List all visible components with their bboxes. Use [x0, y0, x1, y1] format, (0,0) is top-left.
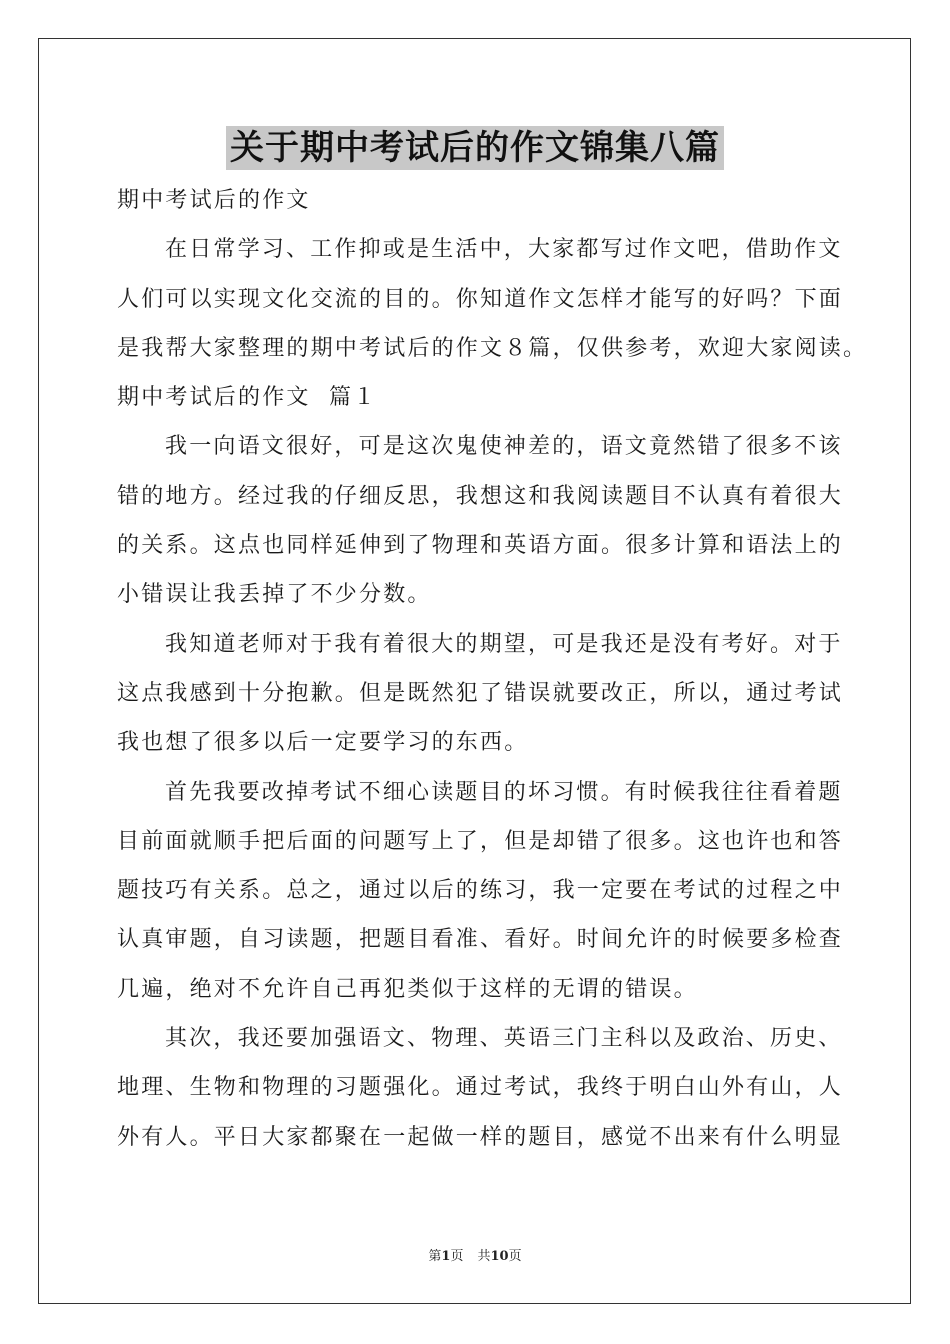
paragraph-line: 错的地方。经过我的仔细反思，我想这和我阅读题目不认真有着很大	[117, 483, 844, 509]
paragraph-line: 其次，我还要加强语文、物理、英语三门主科以及政治、历史、	[165, 1026, 843, 1052]
page-footer	[0, 1245, 950, 1264]
paragraph-line: 人们可以实现文化交流的目的。你知道作文怎样才能写的好吗？下面	[117, 286, 844, 312]
page-label-prefix: 第	[428, 1249, 442, 1264]
paragraph-line: 小错误让我丢掉了不少分数。	[117, 582, 432, 608]
paragraph-line: 我一向语文很好，可是这次鬼使神差的，语文竟然错了很多不该	[165, 434, 843, 460]
paragraph-line: 这点我感到十分抱歉。但是既然犯了错误就要改正，所以，通过考试	[117, 680, 844, 706]
total-label-prefix: 共	[477, 1249, 491, 1264]
total-pages: 10	[490, 1249, 509, 1264]
paragraph-line: 外有人。平日大家都聚在一起做一样的题目，感觉不出来有什么明显	[117, 1124, 844, 1150]
section-heading: 期中考试后的作文 篇１	[117, 385, 378, 411]
paragraph-line: 是我帮大家整理的期中考试后的作文８篇，仅供参考，欢迎大家阅读。	[117, 335, 868, 361]
title-wrap	[0, 126, 950, 170]
paragraph-line: 的关系。这点也同样延伸到了物理和英语方面。很多计算和语法上的	[117, 533, 844, 559]
total-label-suffix: 页	[508, 1249, 522, 1264]
page-number: 1	[441, 1249, 451, 1264]
paragraph-line: 首先我要改掉考试不细心读题目的坏习惯。有时候我往往看着题	[165, 779, 843, 805]
paragraph-line: 在日常学习、工作抑或是生活中，大家都写过作文吧，借助作文	[165, 237, 843, 263]
page-label-suffix: 页	[450, 1249, 464, 1264]
paragraph-line: 我也想了很多以后一定要学习的东西。	[117, 730, 529, 756]
paragraph-line: 题技巧有关系。总之，通过以后的练习，我一定要在考试的过程之中	[117, 878, 844, 904]
section-heading: 期中考试后的作文	[117, 188, 311, 213]
paragraph-line: 几遍，绝对不允许自己再犯类似于这样的无谓的错误。	[117, 976, 698, 1002]
document-body	[117, 176, 868, 1162]
paragraph-line: 地理、生物和物理的习题强化。通过考试，我终于明白山外有山，人	[117, 1075, 844, 1101]
paragraph-line: 认真审题，自习读题，把题目看准、看好。时间允许的时候要多检查	[117, 927, 844, 953]
paragraph-line: 目前面就顺手把后面的问题写上了，但是却错了很多。这也许也和答	[117, 828, 844, 854]
paragraph-line: 我知道老师对于我有着很大的期望，可是我还是没有考好。对于	[165, 631, 843, 657]
document-title: 关于期中考试后的作文锦集八篇	[226, 126, 724, 170]
